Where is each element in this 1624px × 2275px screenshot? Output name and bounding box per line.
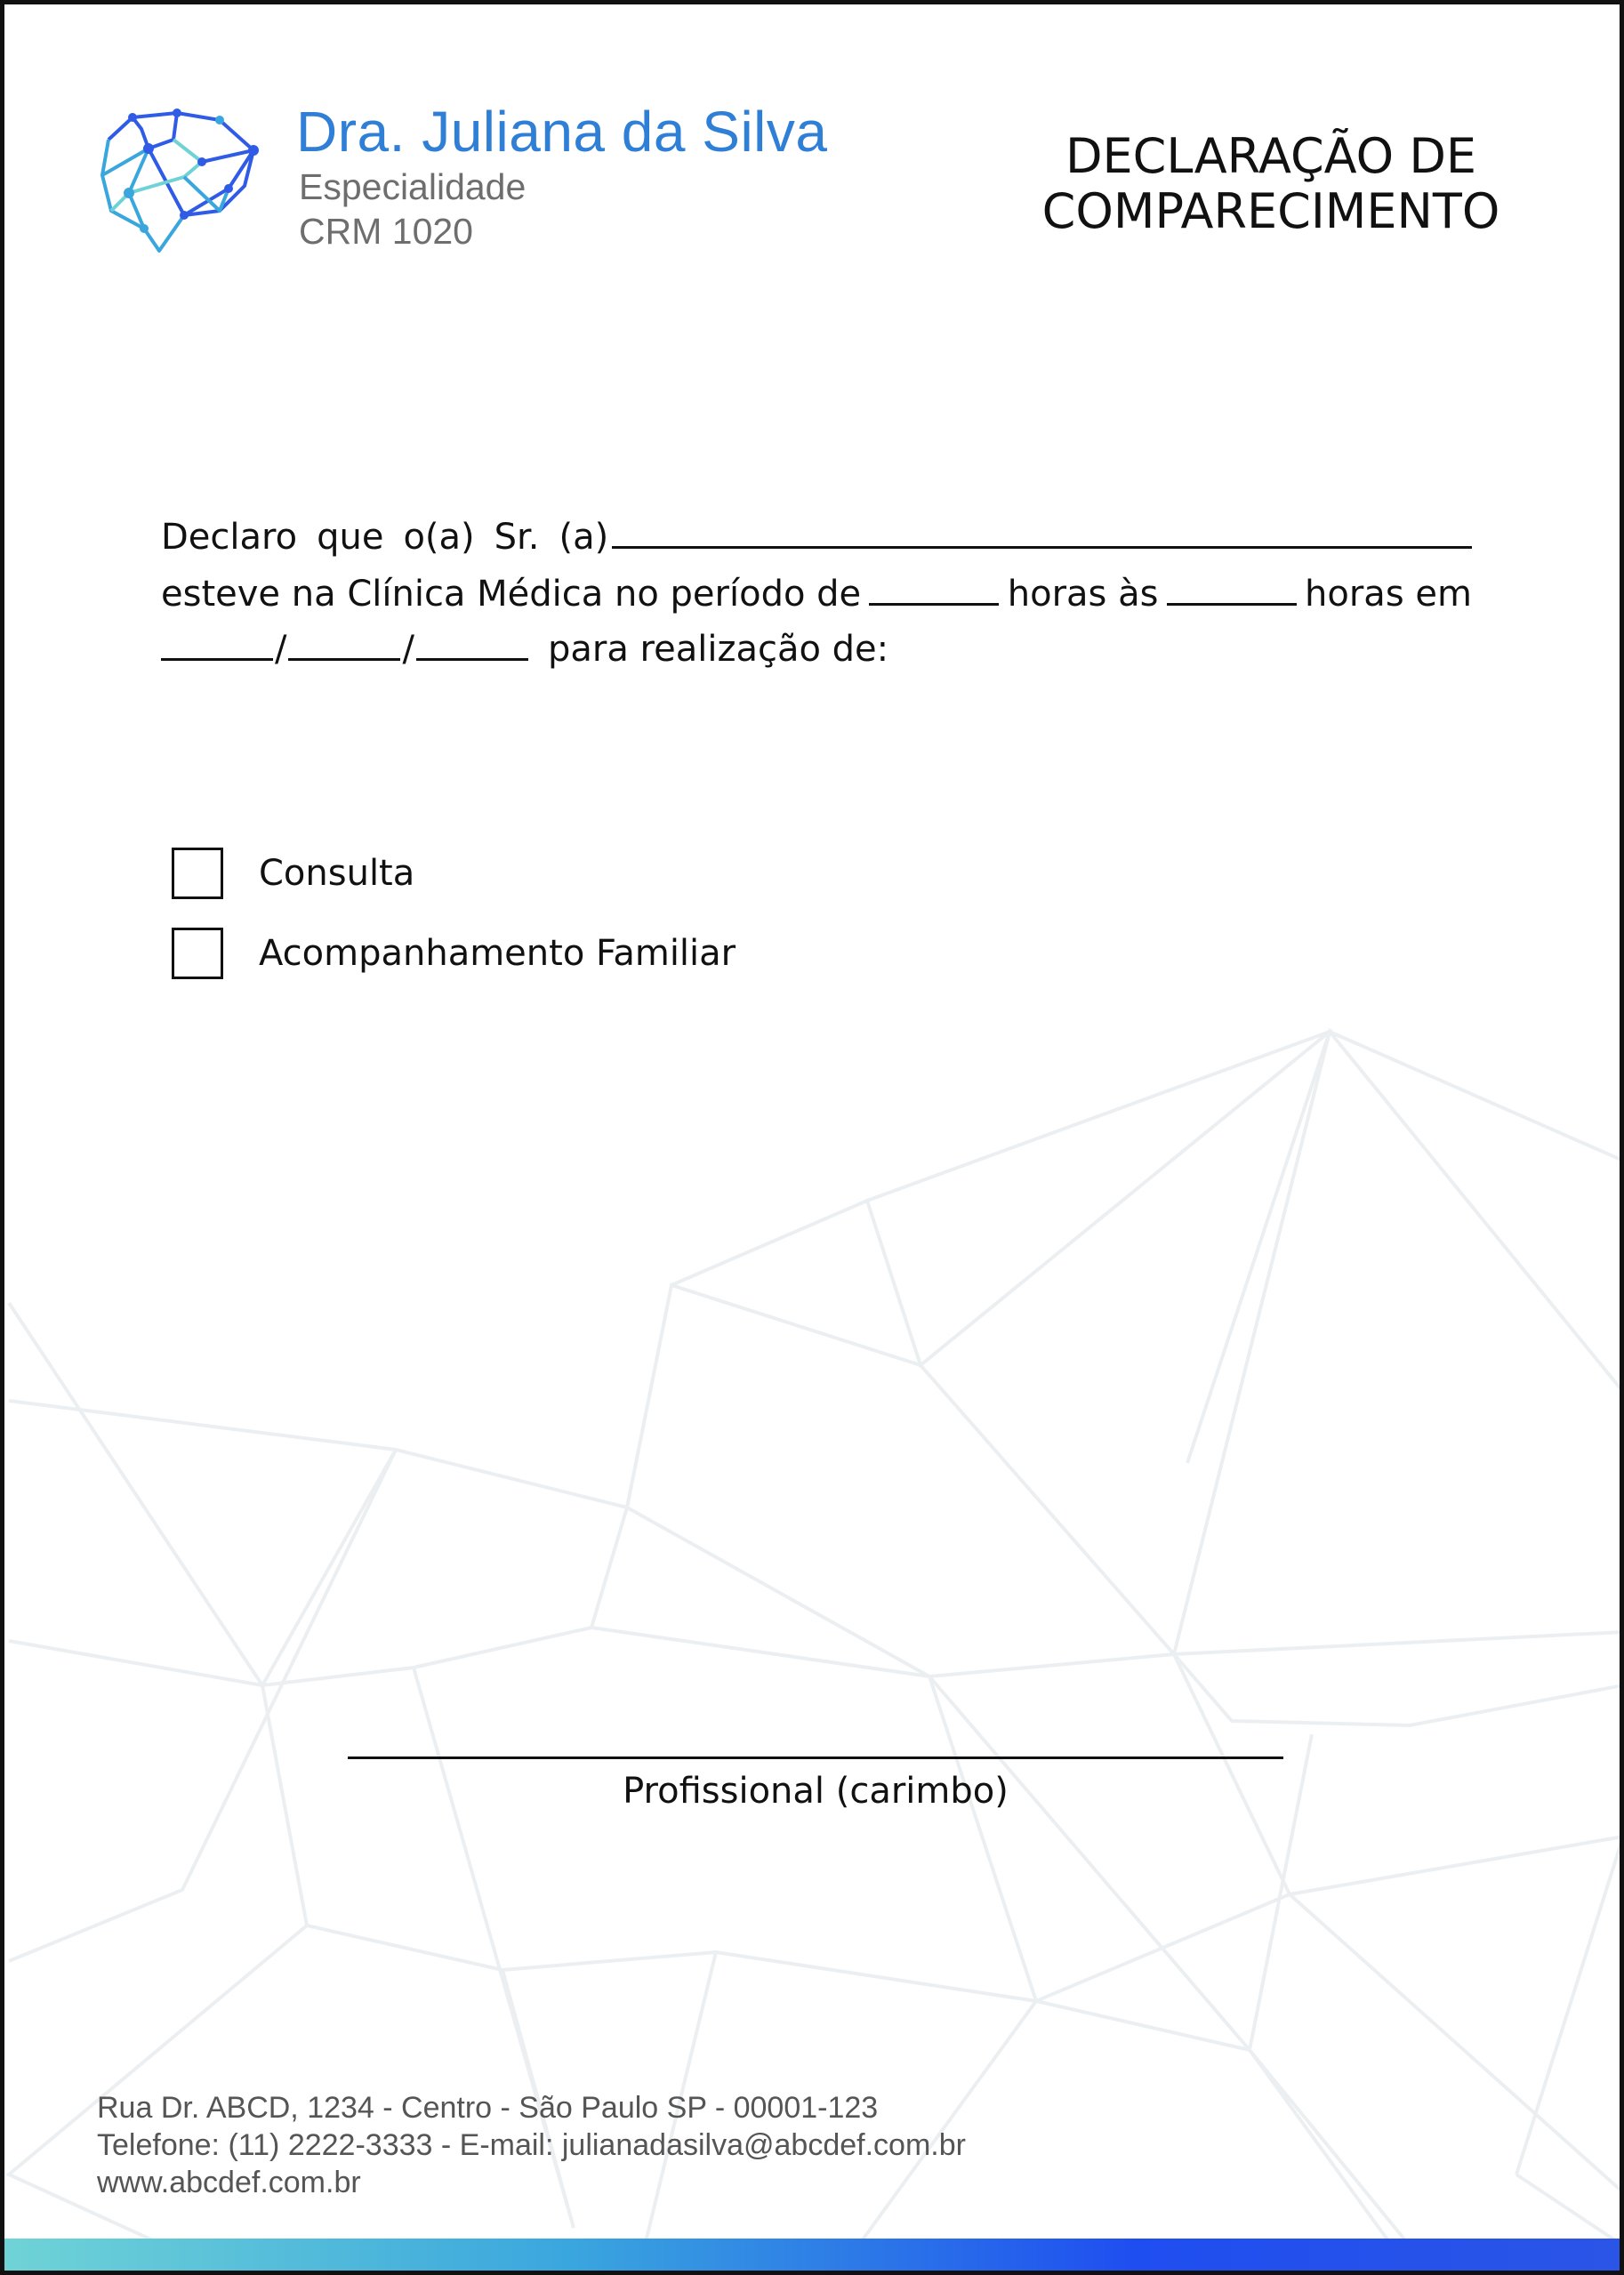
date-year-field[interactable] bbox=[416, 631, 528, 661]
declaration-text-purpose: para realização de: bbox=[547, 629, 889, 670]
date-separator: / bbox=[402, 629, 414, 670]
option-consulta[interactable] bbox=[172, 848, 414, 899]
brain-network-logo-icon bbox=[95, 104, 273, 255]
declaration-text-hours-to: horas às bbox=[1007, 574, 1159, 615]
signature-line[interactable] bbox=[348, 1756, 1283, 1759]
document-title bbox=[1022, 129, 1520, 239]
footer-website: www.abcdef.com.br bbox=[97, 2166, 361, 2199]
date-day-field[interactable] bbox=[161, 631, 273, 661]
acompanhamento-label: Acompanhamento Familiar bbox=[259, 933, 736, 974]
consulta-label: Consulta bbox=[259, 853, 415, 894]
document-title-line1: DECLARAÇÃO DE bbox=[1065, 128, 1477, 184]
document-title-line2: COMPARECIMENTO bbox=[1041, 183, 1500, 239]
signature-label: Profissional (carimbo) bbox=[623, 1771, 1009, 1812]
acompanhamento-checkbox[interactable] bbox=[172, 928, 223, 979]
declaration-word: Sr. bbox=[494, 517, 540, 558]
bottom-gradient-bar bbox=[4, 2239, 1620, 2271]
consulta-checkbox[interactable] bbox=[172, 848, 223, 899]
declaration-word: que bbox=[317, 517, 384, 558]
declaration-line-3 bbox=[161, 629, 1472, 670]
end-time-field[interactable] bbox=[1167, 576, 1297, 606]
declaration-line-1 bbox=[161, 517, 1472, 558]
doctor-name: Dra. Juliana da Silva bbox=[296, 100, 828, 164]
declaration-word: o(a) bbox=[403, 517, 475, 558]
declaration-text-hours-on: horas em bbox=[1305, 574, 1472, 615]
footer-contact bbox=[97, 2089, 966, 2201]
declaration-line-2 bbox=[161, 574, 1472, 615]
patient-name-field[interactable] bbox=[612, 519, 1472, 549]
declaration-text-period: esteve na Clínica Médica no período de bbox=[161, 574, 862, 615]
date-month-field[interactable] bbox=[288, 631, 400, 661]
declaration-word: (a) bbox=[559, 517, 609, 558]
background-network-pattern bbox=[4, 4, 1624, 2275]
option-acompanhamento[interactable] bbox=[172, 928, 736, 979]
start-time-field[interactable] bbox=[869, 576, 999, 606]
footer-address: Rua Dr. ABCD, 1234 - Centro - São Paulo SP - 00001-123 bbox=[97, 2091, 879, 2125]
date-separator: / bbox=[275, 629, 287, 670]
declaration-word: Declaro bbox=[161, 517, 298, 558]
doctor-crm: CRM 1020 bbox=[299, 211, 473, 252]
doctor-specialty: Especialidade bbox=[299, 166, 527, 207]
footer-contact-line: Telefone: (11) 2222-3333 - E-mail: julianadasilva@abcdef.com.br bbox=[97, 2128, 966, 2162]
